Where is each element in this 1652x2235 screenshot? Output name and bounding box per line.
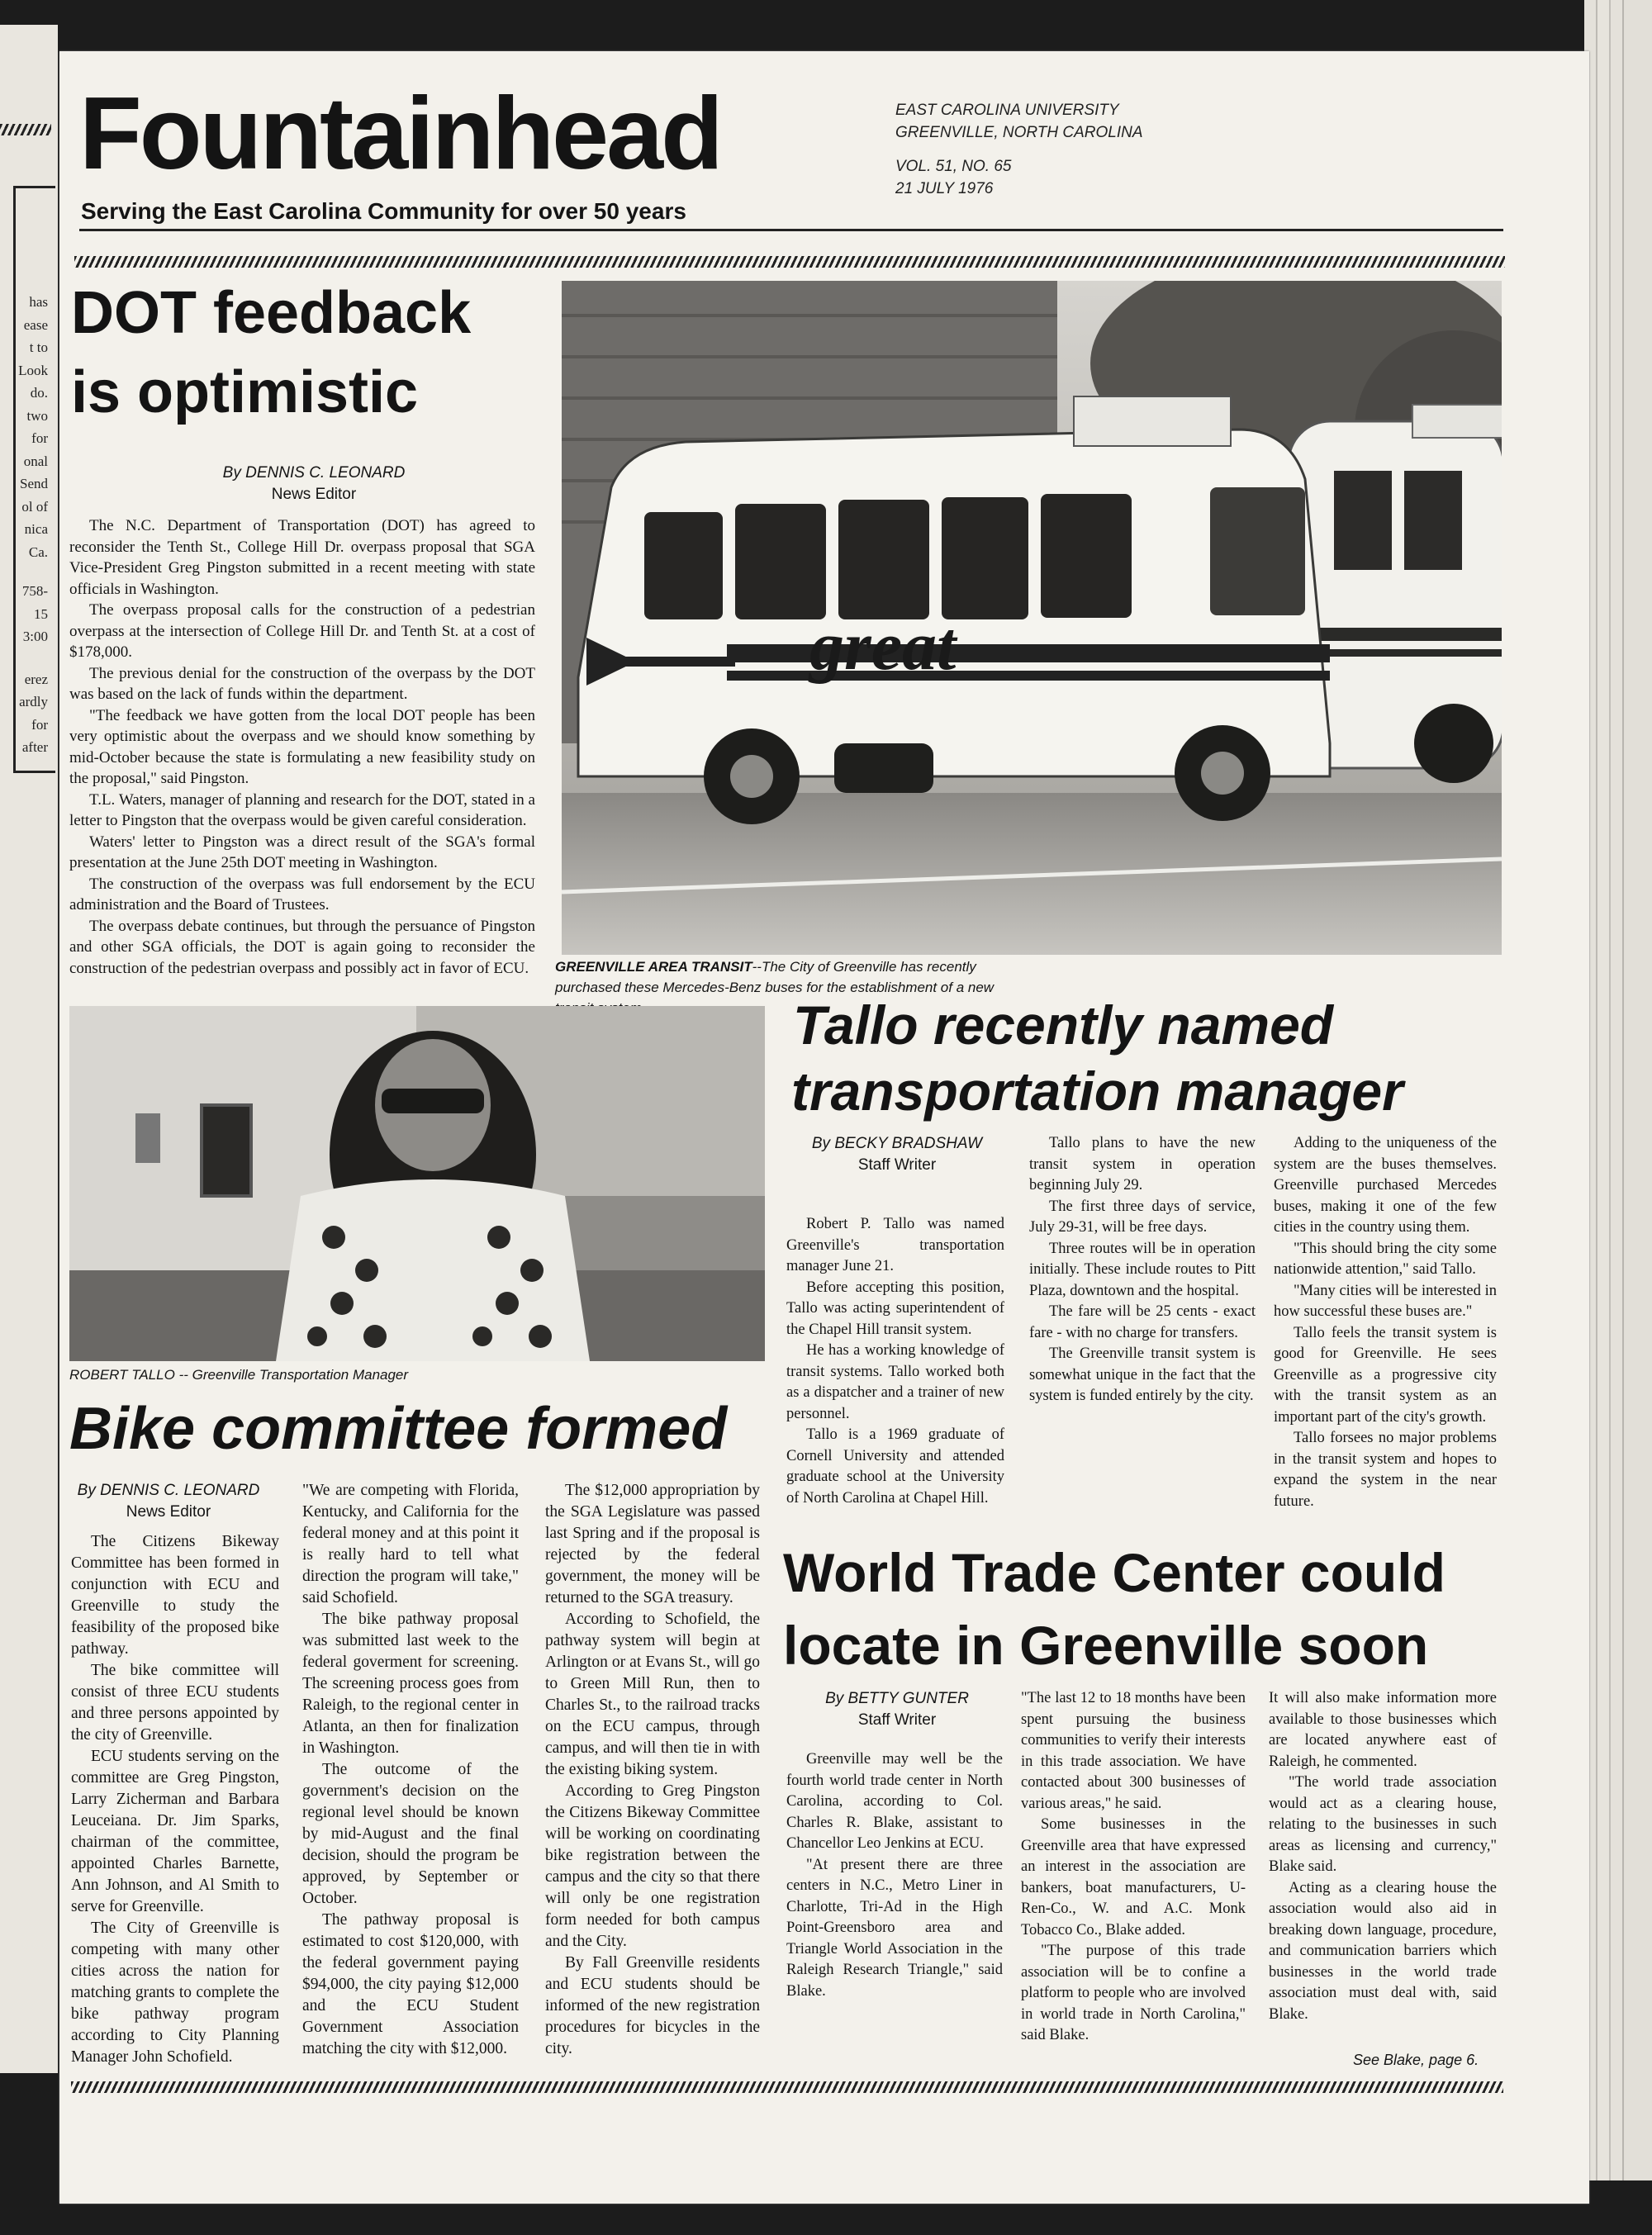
article-paragraph: The Citizens Bikeway Committee has been formed in conjunction with ECU and Greenville to study the feasibility of the proposed bike pathway. [71, 1533, 279, 1658]
article-paragraph: According to Greg Pingston the Citizens Bikeway Committee will be working on coordinating bike registration between the campus and the city so that there will only be one registration form needed for both campus and the City. [545, 1782, 760, 1950]
university-location: GREENVILLE, NORTH CAROLINA [895, 124, 1143, 141]
fragment-line: 15 [34, 605, 48, 622]
article-paragraph: Some businesses in the Greenville area that have expressed an interest in the association are bankers, boat manufacturers, U-Ren-Co., W. and A.C. Monk Tobacco Co., Blake added. [1021, 1816, 1246, 1938]
article-paragraph: He has a working knowledge of transit systems. Tallo worked both as a dispatcher and a trainer of new personnel. [786, 1342, 1004, 1422]
article-paragraph: "This should bring the city some nationwide attention," said Tallo. [1274, 1240, 1497, 1278]
tallo-headline-line1: Tallo recently named [793, 994, 1334, 1056]
tallo-article-body [786, 1214, 1004, 1509]
tallo-photo-image [69, 1006, 765, 1361]
article-paragraph: The bike committee will consist of three ECU students and three persons appointed by the city of Greenville. [71, 1662, 279, 1744]
byline-author: By BECKY BRADSHAW [811, 1135, 983, 1152]
fragment-line: Send [20, 476, 48, 491]
article-paragraph: "At present there are three centers in N.C., Metro Liner in Charlotte, Tri-Ad in the High Point-Greensboro area and Triangle World Association in the Raleigh Research Triangle," said Blake. [786, 1856, 1003, 2000]
article-paragraph: It will also make information more available to those businesses which are located anywhere east of Raleigh, he commented. [1269, 1690, 1497, 1770]
wtc-article-body-col2 [1021, 1688, 1246, 2047]
fragment-line: for [31, 430, 48, 446]
fragment-line: ol of [21, 498, 48, 515]
article-paragraph: The outcome of the government's decision on the regional level should be known by mid-August and the final decision, should the program be approved, by September or October. [302, 1761, 519, 1907]
article-paragraph: "The purpose of this trade association will be to confine a platform to people who are involved in world trade in North Carolina," said Blake. [1021, 1943, 1246, 2043]
tallo-byline [790, 1133, 1004, 1176]
article-paragraph: The first three days of service, July 29-31, will be free days. [1029, 1198, 1256, 1236]
dot-article-body [69, 515, 535, 979]
fragment-line: after [21, 739, 48, 755]
fragment-line: Ca. [28, 543, 48, 560]
article-paragraph: Tallo plans to have the new transit system in operation beginning July 29. [1029, 1135, 1256, 1193]
byline-role: News Editor [126, 1503, 211, 1521]
article-paragraph: Waters' letter to Pingston was a direct result of the SGA's formal presentation at the June 25th DOT meeting in Washington. [69, 833, 535, 871]
masthead-title: Fountainhead [79, 77, 721, 191]
article-paragraph: The overpass proposal calls for the construction of a pedestrian overpass at the intersection of College Hill Dr. and Tenth St. at a cost of $178,000. [69, 601, 535, 661]
byline-role: News Editor [271, 486, 357, 503]
article-paragraph: The fare will be 25 cents - exact fare - with no charge for transfers. [1029, 1303, 1256, 1341]
top-decorative-border [74, 256, 1505, 268]
fragment-line: Look [18, 362, 48, 378]
fragment-line: has [29, 294, 48, 310]
fragment-line: for [31, 716, 48, 733]
fragment-line: ease [23, 316, 48, 333]
byline-author: By DENNIS C. LEONARD [222, 464, 406, 482]
article-paragraph: "The feedback we have gotten from the local DOT people has been very optimistic about the overpass and we should know something by mid-October because the state is formulating a new feasibility study on the proposal," said Pingston. [69, 706, 535, 787]
article-paragraph: "Many cities will be interested in how successful these buses are." [1274, 1282, 1497, 1320]
article-paragraph: Acting as a clearing house the association would also aid in breaking down language, procedure, and communication barriers which businesses in the world trade association must deal with, said Blake. [1269, 1879, 1497, 2023]
article-paragraph: Tallo forsees no major problems in the transit system and hopes to expand the system in the near future. [1274, 1430, 1497, 1510]
fragment-line: two [26, 407, 48, 424]
article-paragraph: Adding to the uniqueness of the system are the buses themselves. Greenville purchased Mercedes buses, making it one of the few cities in the country using them. [1274, 1135, 1497, 1236]
masthead-tagline: Serving the East Carolina Community for over 50 years [81, 198, 686, 224]
wtc-headline-line2: locate in Greenville soon [783, 1615, 1429, 1676]
bus-photo-image [562, 281, 1502, 955]
bike-byline [69, 1480, 268, 1523]
wtc-byline [790, 1688, 1004, 1731]
dot-byline [190, 463, 438, 505]
article-paragraph: Three routes will be in operation initially. These include routes to Pitt Plaza, downtown and the hospital. [1029, 1240, 1256, 1299]
wtc-headline-line1: World Trade Center could [783, 1542, 1446, 1603]
article-paragraph: Greenville may well be the fourth world trade center in North Carolina, according to Col. Charles R. Blake, assistant to Chancellor Leo Jenkins at ECU. [786, 1751, 1003, 1852]
article-paragraph: The N.C. Department of Transportation (DOT) has agreed to reconsider the Tenth St., College Hill Dr. overpass proposal that SGA Vice-President Greg Pingston submitted in a recent meeting with state officials in Washington. [69, 517, 535, 598]
caption-text: --The City of Greenville has recently purchased these Mercedes-Benz buses for the establishment of a new [555, 959, 995, 995]
article-paragraph: The previous denial for the construction of the overpass by the DOT was based on the lack of funds within the department. [69, 664, 535, 703]
article-paragraph: The Greenville transit system is somewhat unique in the fact that the system is funded entirely by the city. [1029, 1345, 1256, 1404]
issue-date: 21 JULY 1976 [895, 180, 994, 197]
fragment-line: 3:00 [22, 629, 48, 644]
university-name: EAST CAROLINA UNIVERSITY [895, 102, 1119, 119]
article-paragraph: According to Schofield, the pathway system will begin at Arlington or at Evans St., will go to Green Mill Run, then to Charles St., to the railroad tracks on the ECU campus, through campus, and will then tie in with the existing biking system. [545, 1611, 760, 1778]
fragment-frame [13, 186, 55, 773]
article-paragraph: "We are competing with Florida, Kentucky, and California for the federal money and at this point it is really hard to tell what direction the program will take," said Schofield. [302, 1482, 519, 1606]
masthead-info [895, 99, 1143, 200]
bus-lettering: great [809, 608, 957, 685]
bottom-decorative-border [71, 2081, 1503, 2093]
byline-role: Staff Writer [857, 1156, 937, 1174]
article-paragraph: "The last 12 to 18 months have been spent pursuing the business communities to verify their interests in this trade association. We have contacted about 300 businesses of various areas," he said. [1021, 1690, 1246, 1812]
bike-article-body-col2 [302, 1480, 519, 2060]
tallo-photo-caption: ROBERT TALLO -- Greenville Transportation Manager [69, 1367, 409, 1383]
fragment-line: 758- [21, 583, 48, 599]
article-paragraph: The pathway proposal is estimated to cost $120,000, with the federal government paying $94,000, the city paying $12,000 and the ECU Student Government Association matching the city with $12,000. [302, 1911, 519, 2057]
caption-lead: GREENVILLE AREA TRANSIT [555, 959, 752, 975]
byline-author: By BETTY GUNTER [825, 1690, 969, 1707]
wtc-jump-line: See Blake, page 6. [1353, 2052, 1479, 2068]
article-paragraph: The City of Greenville is competing with many other cities across the nation for matching grants to complete the bike pathway program according to City Planning Manager John Schofield. [71, 1919, 279, 2066]
bike-headline: Bike committee formed [69, 1396, 728, 1462]
article-paragraph: The overpass debate continues, but through the persuance of Pingston and other SGA officials, the DOT is again going to reconsider the construction of the pedestrian overpass and possibly act in favor of ECU. [69, 917, 535, 977]
article-paragraph: By Fall Greenville residents and ECU students should be informed of the new registration procedures for bicycles in the city. [545, 1954, 760, 2057]
article-paragraph: Tallo is a 1969 graduate of Cornell University and attended graduate school at the University of North Carolina at Chapel Hill. [786, 1426, 1004, 1507]
article-paragraph: T.L. Waters, manager of planning and research for the DOT, stated in a letter to Pingston that the overpass would be given careful consideration. [69, 790, 535, 829]
bus-photo [562, 281, 1502, 955]
fragment-line: nica [24, 521, 48, 537]
byline-author: By DENNIS C. LEONARD [77, 1482, 260, 1499]
article-paragraph: Robert P. Tallo was named Greenville's transportation manager June 21. [786, 1216, 1004, 1274]
fragment-border [0, 124, 51, 135]
right-page-edges [1584, 0, 1652, 2180]
masthead-rule [79, 229, 1503, 231]
dot-headline-line1: DOT feedback [71, 280, 472, 346]
tallo-photo [69, 1006, 765, 1361]
article-paragraph: ECU students serving on the committee are Greg Pingston, Larry Zicherman and Barbara Leuceiana. Dr. Jim Sparks, chairman of the committee, appointed Charles Barnette, Ann Johnson, and Al Smith to serve for Greenville. [71, 1748, 279, 1915]
article-paragraph: The construction of the overpass was full endorsement by the ECU administration and the Board of Trustees. [69, 875, 535, 913]
byline-role: Staff Writer [857, 1711, 937, 1729]
fragment-line: erez [24, 671, 48, 687]
fragment-line: ardly [19, 694, 48, 709]
article-paragraph: "The world trade association would act as a clearing house, relating to the businesses in such areas as licensing and currency," Blake said. [1269, 1774, 1497, 1875]
wtc-article-body-col3 [1269, 1688, 1497, 2025]
bike-article-body [71, 1531, 279, 2068]
fragment-line: do. [30, 385, 48, 401]
wtc-article-body [786, 1749, 1003, 2002]
article-paragraph: Tallo feels the transit system is good for Greenville. He sees Greenville as a progressive city with the transit system as an important part of the city's growth. [1274, 1324, 1497, 1426]
tallo-headline-line2: transportation manager [791, 1061, 1403, 1122]
tallo-article-body-col3 [1274, 1133, 1497, 1512]
fragment-line: onal [23, 453, 48, 469]
fragment-line: t to [29, 339, 48, 355]
tallo-article-body-col2 [1029, 1133, 1256, 1407]
dot-headline-line2: is optimistic [71, 359, 419, 425]
article-paragraph: The bike pathway proposal was submitted last week to the federal goverment for screening. The screening process goes from Raleigh, to the regional center in Atlanta, an then for finalization in Washington. [302, 1611, 519, 1757]
article-paragraph: Before accepting this position, Tallo was acting superintendent of the Chapel Hill transit system. [786, 1279, 1004, 1338]
issue-volume: VOL. 51, NO. 65 [895, 158, 1012, 175]
bike-article-body-col3 [545, 1480, 760, 2060]
article-paragraph: The $12,000 appropriation by the SGA Legislature was passed last Spring and if the proposal is rejected by the federal government, the money will be returned to the SGA treasury. [545, 1482, 760, 1606]
